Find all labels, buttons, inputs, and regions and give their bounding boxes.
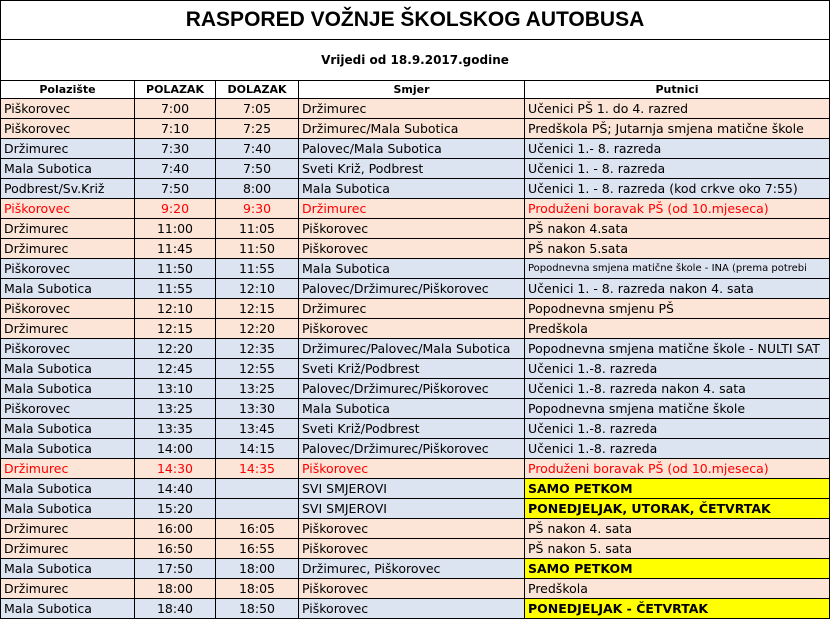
table-row [1,219,830,239]
cell-polazak: 12:15 [135,319,216,339]
cell-polaziste: Mala Subotica [1,379,135,399]
cell-polazak: 18:40 [135,599,216,619]
cell-polazak: 13:10 [135,379,216,399]
cell-putnici: SAMO PETKOM [525,559,830,579]
table-row [1,299,830,319]
cell-polaziste: Mala Subotica [1,599,135,619]
cell-smjer: Mala Subotica [299,259,525,279]
header-row [1,81,830,99]
cell-putnici: PŠ nakon 5. sata [525,539,830,559]
cell-polazak: 14:30 [135,459,216,479]
cell-dolazak: 11:05 [216,219,299,239]
cell-polazak: 11:55 [135,279,216,299]
cell-smjer: Držimurec [299,199,525,219]
table-row [1,499,830,519]
cell-dolazak: 11:55 [216,259,299,279]
cell-putnici: Produženi boravak PŠ (od 10.mjeseca) [525,199,830,219]
cell-dolazak: 12:15 [216,299,299,319]
header-polazak: POLAZAK [135,81,216,99]
cell-smjer: Piškorovec [299,219,525,239]
cell-smjer: Sveti Križ, Podbrest [299,159,525,179]
cell-polazak: 17:50 [135,559,216,579]
cell-putnici: PŠ nakon 4. sata [525,519,830,539]
cell-putnici: Učenici 1.-8. razreda [525,419,830,439]
cell-polaziste: Držimurec [1,459,135,479]
cell-putnici: Učenici 1.-8. razreda [525,439,830,459]
cell-smjer: Mala Subotica [299,399,525,419]
cell-polaziste: Piškorovec [1,99,135,119]
cell-smjer: Držimurec/Mala Subotica [299,119,525,139]
cell-polaziste: Mala Subotica [1,359,135,379]
cell-polaziste: Piškorovec [1,259,135,279]
cell-dolazak: 13:45 [216,419,299,439]
cell-putnici: Popodnevna smjena matične škole - INA (prema potrebi [525,259,830,279]
cell-polazak: 16:50 [135,539,216,559]
cell-polaziste: Mala Subotica [1,479,135,499]
cell-putnici: Popodnevna smjena matične škole - NULTI SAT [525,339,830,359]
cell-dolazak: 7:40 [216,139,299,159]
cell-smjer: Držimurec, Piškorovec [299,559,525,579]
table-row [1,319,830,339]
cell-smjer: SVI SMJEROVI [299,479,525,499]
cell-polaziste: Piškorovec [1,299,135,319]
cell-polazak: 12:10 [135,299,216,319]
cell-polaziste: Mala Subotica [1,439,135,459]
cell-putnici: Popodnevna smjenu PŠ [525,299,830,319]
cell-putnici: SAMO PETKOM [525,479,830,499]
cell-smjer: Palovec/Držimurec/Piškorovec [299,279,525,299]
table-row [1,559,830,579]
cell-smjer: Piškorovec [299,459,525,479]
cell-polazak: 11:50 [135,259,216,279]
table-row [1,159,830,179]
cell-polaziste: Držimurec [1,539,135,559]
cell-smjer: Palovec/Mala Subotica [299,139,525,159]
table-row [1,599,830,619]
cell-smjer: Sveti Križ/Podbrest [299,419,525,439]
cell-polaziste: Piškorovec [1,119,135,139]
cell-polazak: 14:00 [135,439,216,459]
page-title: RASPORED VOŽNJE ŠKOLSKOG AUTOBUSA [1,1,830,40]
cell-polaziste: Držimurec [1,239,135,259]
table-row [1,259,830,279]
header-putnici: Putnici [525,81,830,99]
cell-polaziste: Mala Subotica [1,279,135,299]
cell-putnici: Predškola PŠ; Jutarnja smjena matične škole [525,119,830,139]
cell-polazak: 7:00 [135,99,216,119]
cell-smjer: Piškorovec [299,579,525,599]
cell-polaziste: Piškorovec [1,339,135,359]
cell-polazak: 11:00 [135,219,216,239]
cell-polazak: 18:00 [135,579,216,599]
cell-putnici: Predškola [525,319,830,339]
table-row [1,339,830,359]
cell-polaziste: Piškorovec [1,399,135,419]
cell-dolazak: 13:25 [216,379,299,399]
cell-polaziste: Mala Subotica [1,499,135,519]
header-smjer: Smjer [299,81,525,99]
cell-putnici: PONEDJELJAK, UTORAK, ČETVRTAK [525,499,830,519]
cell-polazak: 16:00 [135,519,216,539]
cell-dolazak: 9:30 [216,199,299,219]
cell-polazak: 9:20 [135,199,216,219]
cell-smjer: Sveti Križ/Podbrest [299,359,525,379]
header-dolazak: DOLAZAK [216,81,299,99]
cell-putnici: Učenici 1.-8. razreda nakon 4. sata [525,379,830,399]
cell-polazak: 7:40 [135,159,216,179]
cell-polazak: 13:35 [135,419,216,439]
cell-smjer: Držimurec [299,99,525,119]
cell-dolazak: 14:35 [216,459,299,479]
table-row [1,519,830,539]
table-row [1,179,830,199]
table-row [1,479,830,499]
cell-smjer: Držimurec [299,299,525,319]
table-row [1,119,830,139]
table-row [1,279,830,299]
cell-polaziste: Mala Subotica [1,159,135,179]
cell-polaziste: Držimurec [1,579,135,599]
cell-dolazak: 14:15 [216,439,299,459]
cell-smjer: Držimurec/Palovec/Mala Subotica [299,339,525,359]
cell-smjer: Piškorovec [299,599,525,619]
table-row [1,439,830,459]
cell-putnici: Učenici 1. - 8. razreda nakon 4. sata [525,279,830,299]
table-row [1,539,830,559]
cell-polaziste: Mala Subotica [1,559,135,579]
cell-polazak: 12:20 [135,339,216,359]
cell-putnici: Predškola [525,579,830,599]
table-row [1,99,830,119]
cell-putnici: PONEDJELJAK - ČETVRTAK [525,599,830,619]
cell-dolazak: 13:30 [216,399,299,419]
cell-dolazak: 8:00 [216,179,299,199]
table-row [1,459,830,479]
cell-dolazak [216,479,299,499]
cell-polaziste: Držimurec [1,319,135,339]
table-row [1,379,830,399]
cell-polazak: 7:50 [135,179,216,199]
valid-from-text: Vrijedi od 18.9.2017.godine [1,40,830,81]
cell-smjer: Piškorovec [299,239,525,259]
cell-putnici: Produženi boravak PŠ (od 10.mjeseca) [525,459,830,479]
cell-smjer: Piškorovec [299,539,525,559]
cell-polaziste: Podbrest/Sv.Križ [1,179,135,199]
cell-dolazak: 18:05 [216,579,299,599]
table-row [1,419,830,439]
cell-smjer: Piškorovec [299,319,525,339]
cell-smjer: Mala Subotica [299,179,525,199]
cell-polazak: 15:20 [135,499,216,519]
cell-smjer: Palovec/Držimurec/Piškorovec [299,439,525,459]
cell-putnici: PŠ nakon 5.sata [525,239,830,259]
cell-polaziste: Držimurec [1,139,135,159]
table-row [1,199,830,219]
cell-dolazak: 7:50 [216,159,299,179]
cell-polaziste: Piškorovec [1,199,135,219]
cell-putnici: Učenici 1.-8. razreda [525,359,830,379]
table-row [1,579,830,599]
cell-dolazak: 16:55 [216,539,299,559]
cell-polazak: 12:45 [135,359,216,379]
cell-putnici: Učenici PŠ 1. do 4. razred [525,99,830,119]
cell-polazak: 7:10 [135,119,216,139]
cell-putnici: PŠ nakon 4.sata [525,219,830,239]
cell-polazak: 14:40 [135,479,216,499]
table-row [1,139,830,159]
cell-smjer: Piškorovec [299,519,525,539]
cell-polaziste: Mala Subotica [1,419,135,439]
table-row [1,399,830,419]
cell-polazak: 7:30 [135,139,216,159]
title-row [1,1,830,40]
cell-putnici: Popodnevna smjena matične škole [525,399,830,419]
cell-dolazak: 12:35 [216,339,299,359]
table-row [1,239,830,259]
cell-dolazak: 12:10 [216,279,299,299]
cell-putnici: Učenici 1. - 8. razreda (kod crkve oko 7:55) [525,179,830,199]
cell-polazak: 11:45 [135,239,216,259]
header-polaziste: Polazište [1,81,135,99]
valid-row [1,40,830,81]
cell-smjer: Palovec/Držimurec/Piškorovec [299,379,525,399]
cell-dolazak: 18:50 [216,599,299,619]
cell-dolazak: 16:05 [216,519,299,539]
cell-dolazak: 12:20 [216,319,299,339]
table-row [1,359,830,379]
cell-dolazak: 12:55 [216,359,299,379]
cell-smjer: SVI SMJEROVI [299,499,525,519]
cell-polazak: 13:25 [135,399,216,419]
cell-putnici: Učenici 1.- 8. razreda [525,139,830,159]
cell-dolazak: 7:05 [216,99,299,119]
cell-dolazak: 11:50 [216,239,299,259]
cell-polaziste: Držimurec [1,219,135,239]
cell-dolazak [216,499,299,519]
cell-dolazak: 7:25 [216,119,299,139]
cell-dolazak: 18:00 [216,559,299,579]
cell-putnici: Učenici 1. - 8. razreda [525,159,830,179]
cell-polaziste: Držimurec [1,519,135,539]
